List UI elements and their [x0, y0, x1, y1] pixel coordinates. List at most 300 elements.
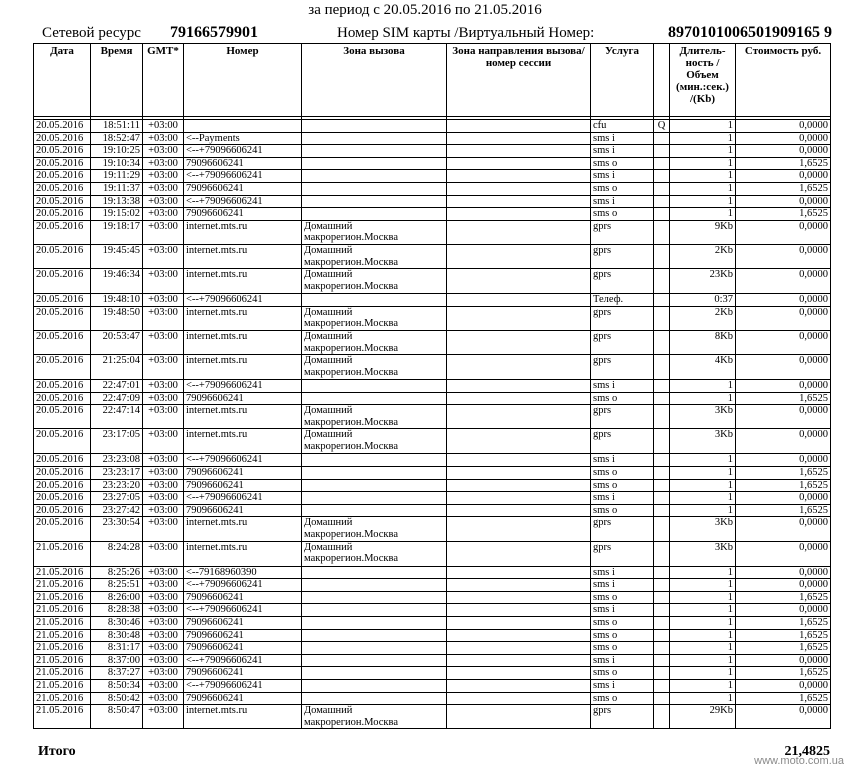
zone-line-2: макрорегион.Москва — [304, 529, 398, 541]
cell-duration: 4Kb — [670, 355, 736, 380]
cell-duration: 1 — [670, 467, 736, 480]
cell-service: gprs — [591, 306, 654, 330]
col-header-gmt: GMT* — [143, 44, 184, 117]
zone-line-2: макрорегион.Москва — [304, 232, 398, 244]
cell-cost: 0,0000 — [736, 429, 831, 454]
cell-service: sms i — [591, 454, 654, 467]
table-row — [34, 306, 831, 330]
cell-number: internet.mts.ru — [184, 330, 302, 354]
cell-cost: 1,6525 — [736, 642, 831, 655]
cell-duration: 2Kb — [670, 244, 736, 268]
table-row — [34, 182, 831, 195]
cell-duration: 2Kb — [670, 306, 736, 330]
cell-time: 22:47:01 — [91, 380, 143, 393]
cell-duration: 23Kb — [670, 269, 736, 294]
cell-duration: 29Kb — [670, 705, 736, 729]
zone-line-1: Домашний — [304, 429, 353, 441]
table-row — [34, 454, 831, 467]
cell-time: 8:50:47 — [91, 705, 143, 729]
cell-service: sms i — [591, 170, 654, 183]
cell-gmt: +03:00 — [143, 492, 184, 505]
cell-duration: 1 — [670, 579, 736, 592]
cell-time: 19:11:37 — [91, 182, 143, 195]
cell-gmt: +03:00 — [143, 517, 184, 541]
cell-flag — [654, 692, 670, 705]
cell-zone — [302, 220, 447, 244]
table-row — [34, 269, 831, 294]
cell-gmt: +03:00 — [143, 208, 184, 221]
cell-duration: 1 — [670, 208, 736, 221]
cell-time: 8:50:42 — [91, 692, 143, 705]
cell-service: sms i — [591, 380, 654, 393]
cell-zone — [302, 120, 447, 133]
col-header-date: Дата — [34, 44, 91, 117]
cell-gmt: +03:00 — [143, 120, 184, 133]
cell-duration: 1 — [670, 120, 736, 133]
cell-number: 79096606241 — [184, 157, 302, 170]
cell-zone — [302, 132, 447, 145]
table-row — [34, 467, 831, 480]
cell-gmt: +03:00 — [143, 479, 184, 492]
cell-flag — [654, 170, 670, 183]
cell-number: 79096606241 — [184, 642, 302, 655]
cell-zone — [302, 170, 447, 183]
cell-direction — [447, 429, 591, 454]
cell-gmt: +03:00 — [143, 591, 184, 604]
cell-zone — [302, 591, 447, 604]
cell-date: 21.05.2016 — [34, 667, 91, 680]
col-header-zone: Зона вызова — [302, 44, 447, 117]
cell-flag — [654, 579, 670, 592]
zone-line-2: макрорегион.Москва — [304, 553, 398, 565]
cell-date: 20.05.2016 — [34, 132, 91, 145]
cell-service: sms i — [591, 492, 654, 505]
cell-number: internet.mts.ru — [184, 220, 302, 244]
cell-direction — [447, 541, 591, 566]
cell-time: 8:30:48 — [91, 629, 143, 642]
cell-gmt: +03:00 — [143, 182, 184, 195]
cell-cost: 1,6525 — [736, 504, 831, 517]
zone-line-2: макрорегион.Москва — [304, 318, 398, 330]
cell-direction — [447, 517, 591, 541]
table-row — [34, 479, 831, 492]
cell-zone — [302, 654, 447, 667]
cell-service: sms i — [591, 604, 654, 617]
cell-gmt: +03:00 — [143, 132, 184, 145]
cell-direction — [447, 667, 591, 680]
cell-zone — [302, 380, 447, 393]
cell-direction — [447, 705, 591, 729]
cell-direction — [447, 157, 591, 170]
cell-direction — [447, 654, 591, 667]
cell-duration: 1 — [670, 454, 736, 467]
cell-date: 20.05.2016 — [34, 269, 91, 294]
zone-line-2: макрорегион.Москва — [304, 366, 398, 378]
cell-flag — [654, 182, 670, 195]
cell-zone — [302, 604, 447, 617]
cell-cost: 1,6525 — [736, 479, 831, 492]
cell-duration: 1 — [670, 157, 736, 170]
cell-date: 21.05.2016 — [34, 591, 91, 604]
cell-service: sms o — [591, 182, 654, 195]
cell-duration: 3Kb — [670, 429, 736, 454]
cell-gmt: +03:00 — [143, 170, 184, 183]
cell-direction — [447, 504, 591, 517]
col-header-time: Время — [91, 44, 143, 117]
cell-time: 8:28:38 — [91, 604, 143, 617]
cell-time: 22:47:09 — [91, 392, 143, 405]
cell-zone — [302, 269, 447, 294]
zone-line-1: Домашний — [304, 330, 353, 342]
cell-time: 8:37:27 — [91, 667, 143, 680]
cell-number: <--+79096606241 — [184, 145, 302, 158]
cell-time: 8:25:26 — [91, 566, 143, 579]
cell-duration: 1 — [670, 170, 736, 183]
cell-duration: 1 — [670, 566, 736, 579]
cell-time: 19:11:29 — [91, 170, 143, 183]
total-value: 21,4825 — [784, 744, 830, 759]
cell-date: 21.05.2016 — [34, 654, 91, 667]
cell-cost: 0,0000 — [736, 541, 831, 566]
cell-zone — [302, 617, 447, 630]
cell-duration: 1 — [670, 145, 736, 158]
cell-duration: 1 — [670, 504, 736, 517]
cell-date: 20.05.2016 — [34, 208, 91, 221]
cell-service: sms i — [591, 132, 654, 145]
cell-service: sms i — [591, 654, 654, 667]
table-row — [34, 330, 831, 354]
cell-number: <--+79096606241 — [184, 294, 302, 307]
table-row — [34, 145, 831, 158]
cell-direction — [447, 269, 591, 294]
cell-duration: 1 — [670, 667, 736, 680]
cell-date: 20.05.2016 — [34, 157, 91, 170]
cell-date: 21.05.2016 — [34, 579, 91, 592]
table-row — [34, 392, 831, 405]
cell-gmt: +03:00 — [143, 392, 184, 405]
cell-time: 19:45:45 — [91, 244, 143, 268]
cell-service: sms i — [591, 195, 654, 208]
cell-service: cfu — [591, 120, 654, 133]
cell-flag — [654, 392, 670, 405]
cell-flag — [654, 157, 670, 170]
table-row — [34, 244, 831, 268]
cell-time: 8:25:51 — [91, 579, 143, 592]
cell-gmt: +03:00 — [143, 145, 184, 158]
cell-date: 21.05.2016 — [34, 692, 91, 705]
table-row — [34, 705, 831, 729]
zone-line-1: Домашний — [304, 306, 353, 318]
cell-zone — [302, 579, 447, 592]
cell-service: gprs — [591, 705, 654, 729]
cell-duration: 9Kb — [670, 220, 736, 244]
cell-time: 23:27:42 — [91, 504, 143, 517]
cell-date: 20.05.2016 — [34, 145, 91, 158]
cell-number: internet.mts.ru — [184, 355, 302, 380]
cell-flag — [654, 132, 670, 145]
cell-date: 20.05.2016 — [34, 517, 91, 541]
cell-number: <--+79096606241 — [184, 654, 302, 667]
zone-line-1: Домашний — [304, 517, 353, 529]
cell-time: 20:53:47 — [91, 330, 143, 354]
cell-time: 23:27:05 — [91, 492, 143, 505]
zone-line-1: Домашний — [304, 269, 353, 281]
cell-date: 21.05.2016 — [34, 642, 91, 655]
cell-cost: 1,6525 — [736, 467, 831, 480]
cell-cost: 0,0000 — [736, 517, 831, 541]
col-header-duration: Длитель-ность /Объем (мин.:сек.) /(Kb) — [670, 44, 736, 117]
cell-date: 20.05.2016 — [34, 467, 91, 480]
cell-cost: 0,0000 — [736, 604, 831, 617]
table-row — [34, 692, 831, 705]
cell-date: 20.05.2016 — [34, 244, 91, 268]
cell-flag — [654, 705, 670, 729]
cell-gmt: +03:00 — [143, 679, 184, 692]
cell-service: sms o — [591, 591, 654, 604]
cell-time: 8:50:34 — [91, 679, 143, 692]
cell-duration: 1 — [670, 617, 736, 630]
cell-number: 79096606241 — [184, 504, 302, 517]
zone-line-1: Домашний — [304, 405, 353, 417]
cell-number: internet.mts.ru — [184, 405, 302, 429]
table-row — [34, 405, 831, 429]
cell-direction — [447, 679, 591, 692]
cell-direction — [447, 170, 591, 183]
cell-gmt: +03:00 — [143, 405, 184, 429]
cell-zone — [302, 642, 447, 655]
table-row — [34, 504, 831, 517]
cell-time: 19:48:10 — [91, 294, 143, 307]
cell-direction — [447, 195, 591, 208]
cell-gmt: +03:00 — [143, 654, 184, 667]
cell-zone — [302, 504, 447, 517]
billing-period-title: за период с 20.05.2016 по 21.05.2016 — [308, 2, 542, 18]
zone-line-2: макрорегион.Москва — [304, 441, 398, 453]
cell-cost: 0,0000 — [736, 244, 831, 268]
cell-date: 21.05.2016 — [34, 604, 91, 617]
zone-line-1: Домашний — [304, 705, 353, 717]
table-row — [34, 591, 831, 604]
zone-line-1: Домашний — [304, 541, 353, 553]
cell-direction — [447, 492, 591, 505]
cell-zone — [302, 467, 447, 480]
cell-cost: 0,0000 — [736, 492, 831, 505]
cell-date: 20.05.2016 — [34, 380, 91, 393]
col-header-number: Номер — [184, 44, 302, 117]
cell-service: gprs — [591, 355, 654, 380]
cell-date: 20.05.2016 — [34, 294, 91, 307]
table-row — [34, 604, 831, 617]
cell-time: 22:47:14 — [91, 405, 143, 429]
cell-time: 23:23:20 — [91, 479, 143, 492]
cell-cost: 0,0000 — [736, 405, 831, 429]
cell-number: 79096606241 — [184, 629, 302, 642]
table-row — [34, 617, 831, 630]
cell-direction — [447, 467, 591, 480]
cell-date: 20.05.2016 — [34, 195, 91, 208]
cell-cost: 0,0000 — [736, 269, 831, 294]
cell-date: 20.05.2016 — [34, 355, 91, 380]
cell-gmt: +03:00 — [143, 195, 184, 208]
cell-service: sms i — [591, 566, 654, 579]
cell-direction — [447, 629, 591, 642]
cell-direction — [447, 479, 591, 492]
cell-duration: 1 — [670, 380, 736, 393]
cell-direction — [447, 604, 591, 617]
table-row — [34, 157, 831, 170]
cell-date: 20.05.2016 — [34, 306, 91, 330]
cell-direction — [447, 392, 591, 405]
cell-direction — [447, 642, 591, 655]
table-row — [34, 517, 831, 541]
table-row — [34, 170, 831, 183]
cell-number: <--+79096606241 — [184, 380, 302, 393]
cell-zone — [302, 182, 447, 195]
cell-cost: 0,0000 — [736, 195, 831, 208]
cell-zone — [302, 294, 447, 307]
cell-flag — [654, 145, 670, 158]
cell-number: <--79168960390 — [184, 566, 302, 579]
cell-service: gprs — [591, 269, 654, 294]
zone-line-2: макрорегион.Москва — [304, 256, 398, 268]
cell-number: 79096606241 — [184, 182, 302, 195]
cell-time: 23:23:08 — [91, 454, 143, 467]
total-label: Итого — [38, 744, 76, 759]
cell-direction — [447, 306, 591, 330]
cell-zone — [302, 692, 447, 705]
cell-number: 79096606241 — [184, 479, 302, 492]
cell-cost: 0,0000 — [736, 220, 831, 244]
cell-flag — [654, 454, 670, 467]
cell-duration: 1 — [670, 692, 736, 705]
cell-zone — [302, 145, 447, 158]
cell-direction — [447, 208, 591, 221]
cell-zone — [302, 541, 447, 566]
table-row — [34, 208, 831, 221]
cell-gmt: +03:00 — [143, 504, 184, 517]
call-details-table — [33, 43, 831, 729]
cell-gmt: +03:00 — [143, 541, 184, 566]
cell-flag — [654, 208, 670, 221]
total-line — [38, 744, 830, 760]
cell-direction — [447, 355, 591, 380]
cell-gmt: +03:00 — [143, 380, 184, 393]
cell-service: gprs — [591, 541, 654, 566]
table-row — [34, 380, 831, 393]
zone-line-1: Домашний — [304, 220, 353, 232]
table-row — [34, 132, 831, 145]
cell-number: <--+79096606241 — [184, 454, 302, 467]
cell-date: 20.05.2016 — [34, 492, 91, 505]
cell-number: internet.mts.ru — [184, 306, 302, 330]
cell-duration: 3Kb — [670, 517, 736, 541]
cell-cost: 0,0000 — [736, 654, 831, 667]
cell-duration: 3Kb — [670, 405, 736, 429]
cell-cost: 0,0000 — [736, 679, 831, 692]
cell-date: 20.05.2016 — [34, 182, 91, 195]
cell-service: sms o — [591, 479, 654, 492]
cell-duration: 1 — [670, 182, 736, 195]
zone-line-2: макрорегион.Москва — [304, 280, 398, 292]
cell-direction — [447, 145, 591, 158]
cell-cost: 1,6525 — [736, 392, 831, 405]
cell-number: internet.mts.ru — [184, 541, 302, 566]
cell-time: 23:30:54 — [91, 517, 143, 541]
cell-time: 23:23:17 — [91, 467, 143, 480]
cell-cost: 1,6525 — [736, 157, 831, 170]
table-row — [34, 492, 831, 505]
cell-flag — [654, 642, 670, 655]
cell-zone — [302, 479, 447, 492]
cell-service: sms i — [591, 579, 654, 592]
cell-gmt: +03:00 — [143, 667, 184, 680]
cell-service: gprs — [591, 330, 654, 354]
cell-date: 21.05.2016 — [34, 705, 91, 729]
cell-gmt: +03:00 — [143, 642, 184, 655]
cell-zone — [302, 566, 447, 579]
cell-number: 79096606241 — [184, 617, 302, 630]
cell-cost: 1,6525 — [736, 208, 831, 221]
cell-zone — [302, 355, 447, 380]
sim-number-label: Номер SIM карты /Виртуальный Номер: — [337, 25, 595, 41]
cell-zone — [302, 679, 447, 692]
cell-cost: 0,0000 — [736, 579, 831, 592]
cell-number: internet.mts.ru — [184, 517, 302, 541]
cell-zone — [302, 705, 447, 729]
cell-flag — [654, 269, 670, 294]
network-resource-label: Сетевой ресурс — [42, 25, 141, 41]
cell-time: 18:52:47 — [91, 132, 143, 145]
cell-direction — [447, 330, 591, 354]
cell-direction — [447, 579, 591, 592]
cell-duration: 3Kb — [670, 541, 736, 566]
cell-service: sms o — [591, 467, 654, 480]
table-row — [34, 294, 831, 307]
col-header-service: Услуга — [591, 44, 654, 117]
cell-flag — [654, 566, 670, 579]
table-row — [34, 579, 831, 592]
cell-duration: 1 — [670, 642, 736, 655]
cell-flag — [654, 330, 670, 354]
cell-zone — [302, 517, 447, 541]
cell-number: internet.mts.ru — [184, 429, 302, 454]
table-row — [34, 654, 831, 667]
cell-time: 8:24:28 — [91, 541, 143, 566]
cell-cost: 0,0000 — [736, 120, 831, 133]
cell-gmt: +03:00 — [143, 157, 184, 170]
cell-time: 8:37:00 — [91, 654, 143, 667]
cell-date: 21.05.2016 — [34, 617, 91, 630]
cell-date: 20.05.2016 — [34, 220, 91, 244]
cell-number: <--+79096606241 — [184, 492, 302, 505]
cell-date: 21.05.2016 — [34, 541, 91, 566]
cell-gmt: +03:00 — [143, 454, 184, 467]
cell-service: gprs — [591, 405, 654, 429]
cell-flag — [654, 591, 670, 604]
cell-flag — [654, 629, 670, 642]
cell-direction — [447, 244, 591, 268]
cell-date: 20.05.2016 — [34, 392, 91, 405]
cell-number: <--+79096606241 — [184, 604, 302, 617]
table-row — [34, 120, 831, 133]
cell-gmt: +03:00 — [143, 629, 184, 642]
cell-number: internet.mts.ru — [184, 705, 302, 729]
cell-flag — [654, 679, 670, 692]
cell-zone — [302, 405, 447, 429]
table-row — [34, 355, 831, 380]
cell-service: sms i — [591, 145, 654, 158]
cell-duration: 8Kb — [670, 330, 736, 354]
